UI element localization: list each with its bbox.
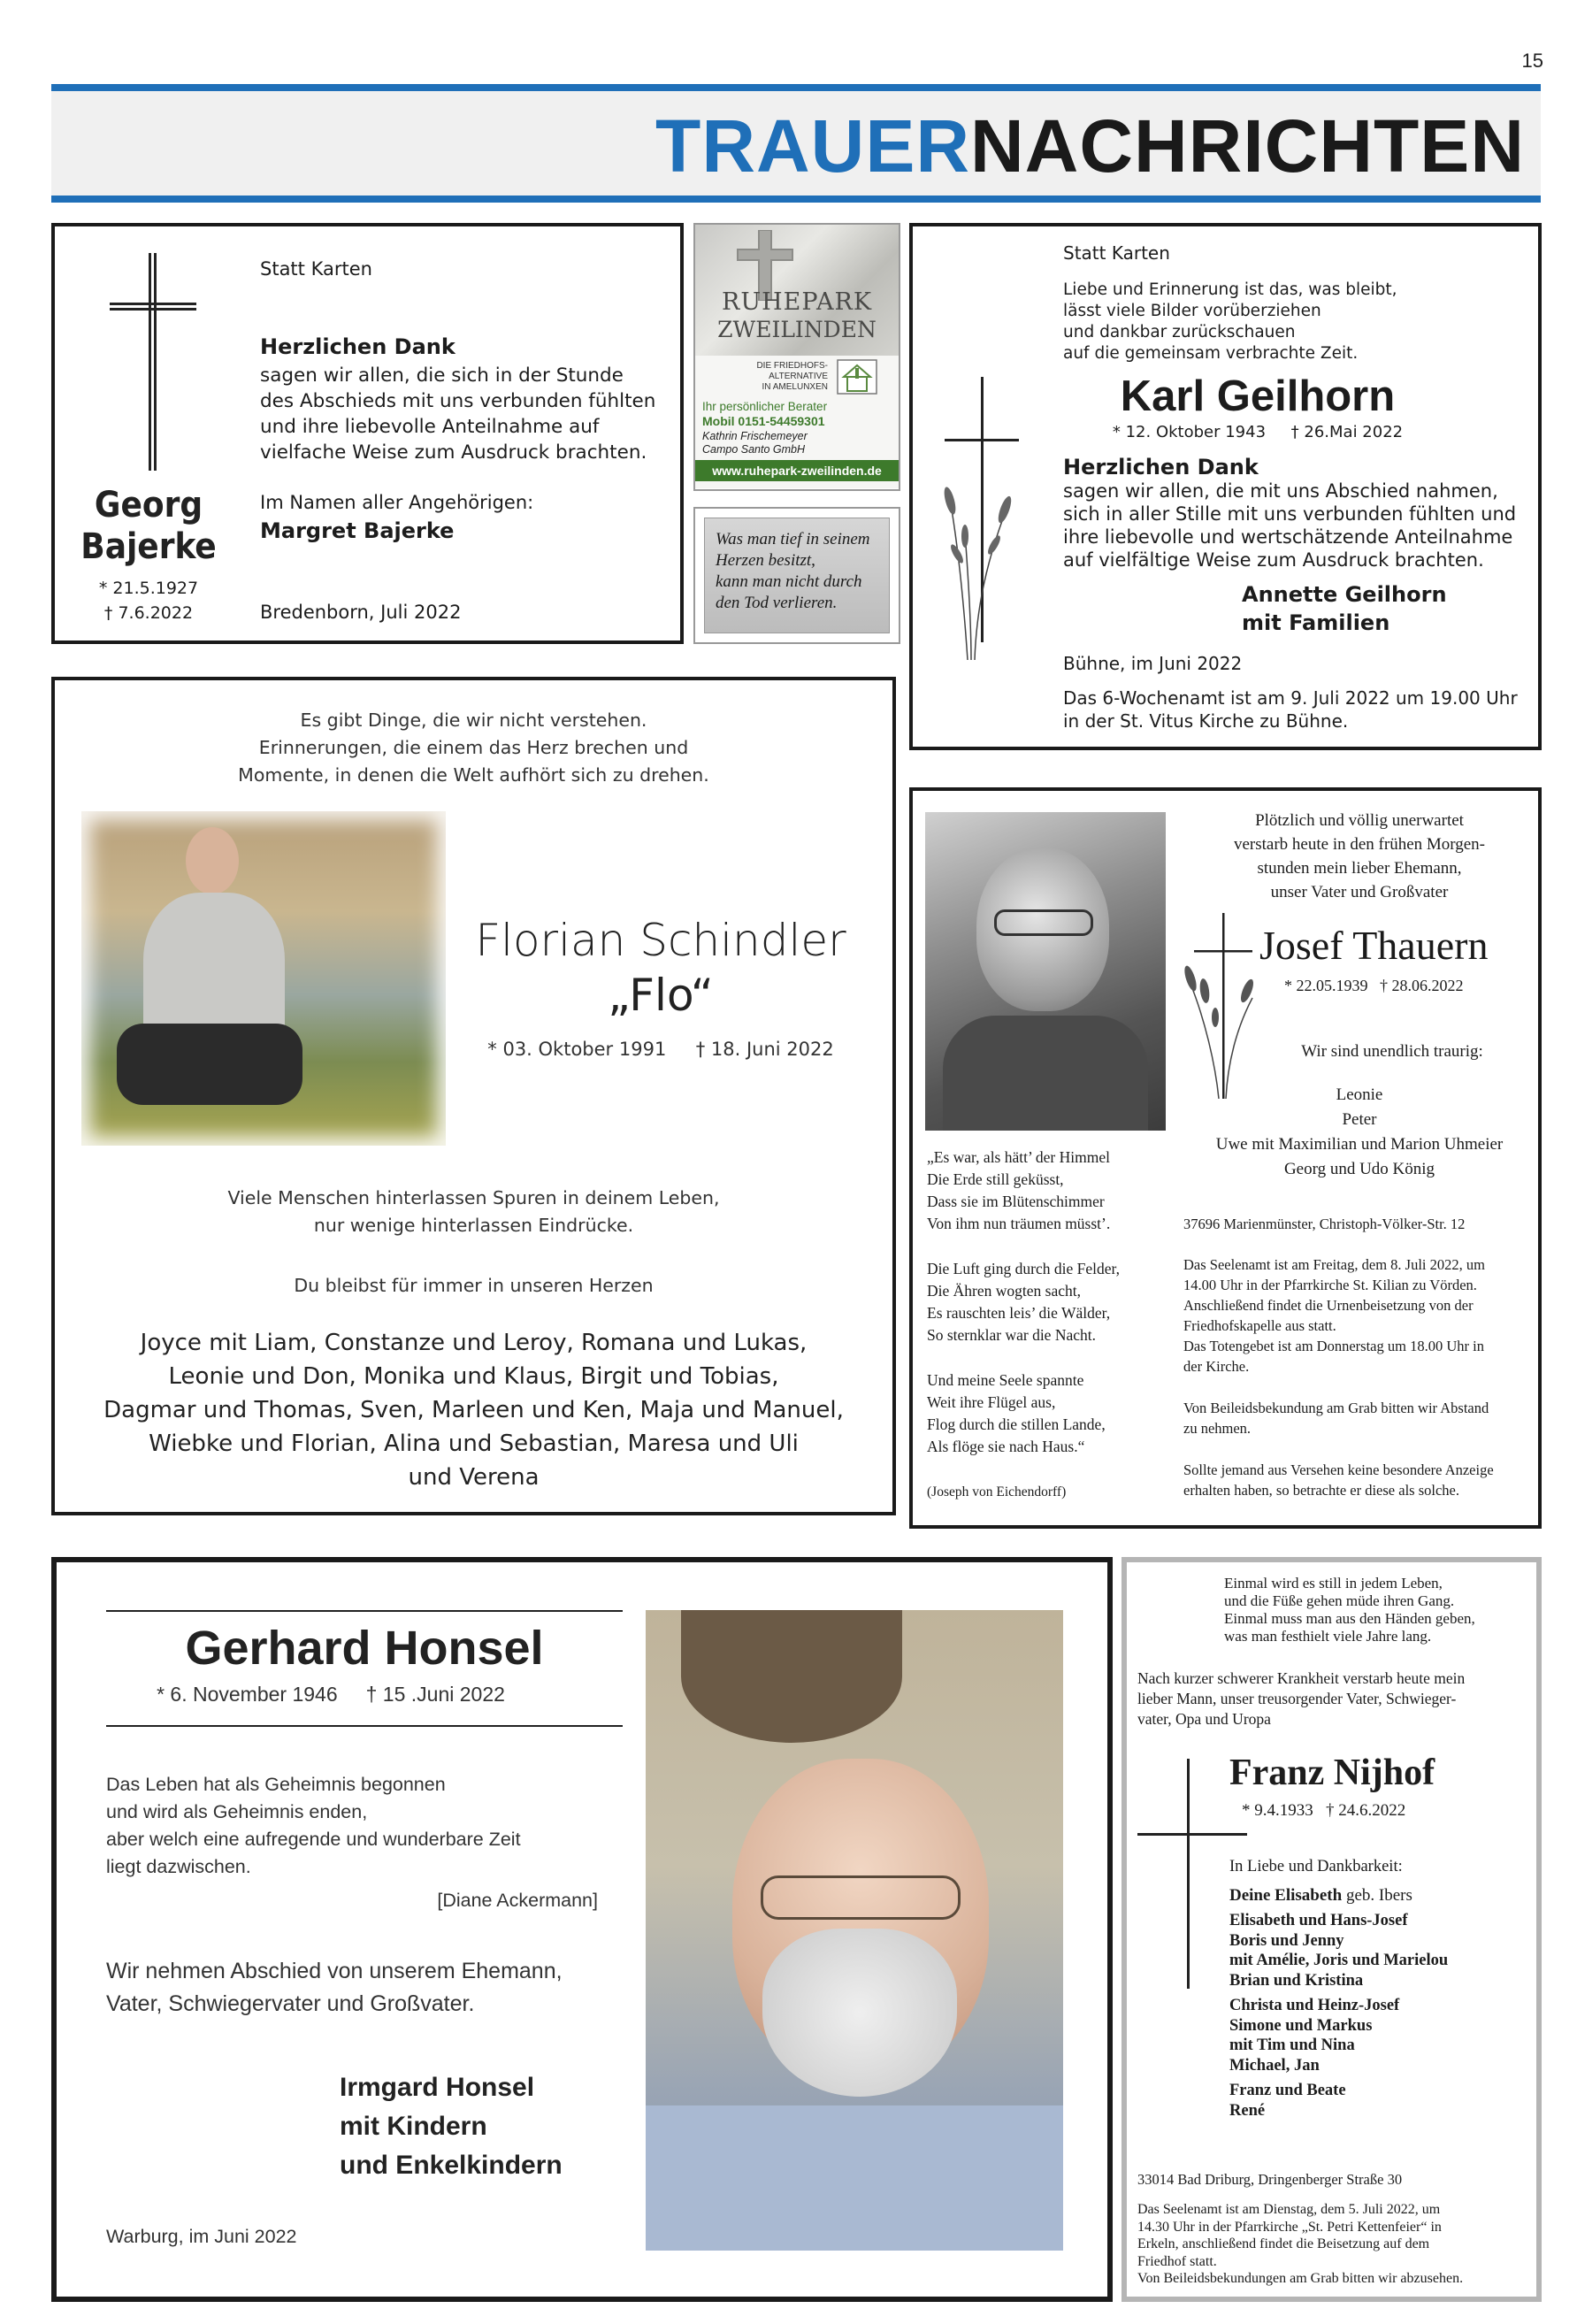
mourners-list: Joyce mit Liam, Constanze und Leroy, Romana und Lukas, Leonie und Don, Monika und Klaus, Birgit und Tobias, Dagmar und Thomas, Sven, Marleen und Ken, Maja und Manuel, Wiebke und Florian, Alina und Sebastian, Maresa und Uli und Verena xyxy=(103,1330,844,1491)
company-name: Campo Santo GmbH xyxy=(702,443,806,456)
portrait-glasses xyxy=(761,1875,961,1920)
birth-date: * 9.4.1933 xyxy=(1242,1801,1313,1820)
seelenamt: Das Seelenamt ist am Dienstag, dem 5. Juli 2022, um 14.30 Uhr in der Pfarrkirche „St. Petri Kettenfeier“ in Erkeln, anschließend findet die Beisetzung auf dem Friedhof statt. Von Beileidsbekundungen am Grab bitten wir abzusehen. xyxy=(1137,2202,1464,2286)
poem-stanza-1: „Es war, als hätt’ der Himmel Die Erde still geküsst, Dass sie im Blütenschimmer Von ihm nun träumen müsst’. xyxy=(927,1148,1111,1232)
in-our-hearts: Du bleibst für immer in unseren Herzen xyxy=(294,1275,654,1296)
dank-title: Herzlichen Dank xyxy=(1063,455,1259,479)
quote-panel xyxy=(704,518,890,633)
death-date: † 26.Mai 2022 xyxy=(1290,423,1404,441)
statt-karten: Statt Karten xyxy=(260,258,372,280)
family-list: Leonie Peter Uwe mit Maximilian und Marion Uhmeier Georg und Udo König xyxy=(1215,1085,1504,1178)
life-dates xyxy=(1063,423,1452,441)
deceased-name xyxy=(62,485,235,568)
notice-thauern xyxy=(909,787,1542,1529)
chapel-logo-icon xyxy=(837,359,877,395)
notice-geilhorn xyxy=(909,223,1542,750)
birth-date: * 22.05.1939 xyxy=(1284,977,1368,994)
life-dates xyxy=(106,1683,555,1707)
poet: (Joseph von Eichendorff) xyxy=(927,1484,1067,1499)
quote-author: [Diane Ackermann] xyxy=(437,1890,598,1911)
dank-text: sagen wir allen, die mit uns Abschied nahmen, sich in aller Stille mit uns verbunden fühlten und ihre liebevolle und wertschätzende Anteilnahme auf vielfältige Weise zum Ausdruck brachten. xyxy=(1063,480,1517,571)
address: 37696 Marienmünster, Christoph-Völker-Str. 12 xyxy=(1183,1216,1466,1232)
condolence-note: Von Beileidsbekundung am Grab bitten wir Abstand zu nehmen. xyxy=(1183,1400,1489,1437)
deceased-name: Florian Schindler xyxy=(475,915,846,966)
birth-date: * 21.5.1927 xyxy=(98,579,199,598)
berater-name: Kathrin Frischemeyer xyxy=(702,430,808,442)
berater-phone: Mobil 0151-54459301 xyxy=(702,414,825,428)
spuren-text: Viele Menschen hinterlassen Spuren in deinem Leben, nur wenige hinterlassen Eindrücke. xyxy=(227,1187,720,1236)
ruhepark-info xyxy=(695,356,899,488)
portrait-glasses xyxy=(994,909,1093,936)
page-title-part1: TRAUER xyxy=(655,104,971,188)
portrait-figure-head xyxy=(186,827,239,894)
birth-date: * 12. Oktober 1943 xyxy=(1112,423,1267,441)
quote-text: Das Leben hat als Geheimnis begonnen und wird als Geheimnis enden, aber welch eine aufregende und wunderbare Zeit liegt dazwischen. xyxy=(106,1774,521,1877)
deceased-name: Josef Thauern xyxy=(1259,923,1489,968)
family-group-3: Franz und Beate René xyxy=(1229,2082,1346,2120)
statt-karten: Statt Karten xyxy=(1063,242,1170,264)
page-number: 15 xyxy=(1521,50,1543,72)
mourning-line: Wir sind unendlich traurig: xyxy=(1301,1042,1483,1061)
notice-honsel xyxy=(51,1557,1113,2302)
portrait-photo xyxy=(646,1610,1063,2251)
alternative-label: DIE FRIEDHOFS- ALTERNATIVE IN AMELUNXEN xyxy=(756,361,828,392)
life-dates xyxy=(1242,1801,1405,1821)
family-group-1: Elisabeth und Hans-Josef Boris und Jenny mit Amélie, Joris und Marielou Brian und Kristina xyxy=(1229,1912,1449,1990)
place-date: Bredenborn, Juli 2022 xyxy=(260,602,462,623)
portrait-photo xyxy=(925,812,1166,1131)
deceased-nickname: „Flo“ xyxy=(608,970,714,1021)
dank-text: sagen wir allen, die sich in der Stunde des Abschieds mit uns verbunden fühlten und ihre liebevolle Anteilnahme auf vielfache Weise zum Ausdruck brachten. xyxy=(260,364,656,464)
portrait-shirt xyxy=(646,2105,1063,2251)
intro-poem: Einmal wird es still in jedem Leben, und die Füße gehen müde ihren Gang. Einmal muss man aus den Händen geben, was man festhielt viele Jahre lang. xyxy=(1224,1575,1475,1645)
death-date: † 18. Juni 2022 xyxy=(695,1039,834,1060)
poem-stanza-2: Die Luft ging durch die Felder, Die Ähren wogten sacht, Es rauschten leis’ die Wälder, So sternklar war die Nacht. xyxy=(927,1260,1120,1344)
deceased-first-name: Georg xyxy=(94,485,203,525)
seelenamt: Das Seelenamt ist am Freitag, dem 8. Juli 2022, um 14.00 Uhr in der Pfarrkirche St. Kilian zu Vörden. Anschließend findet die Urnenbeisetzung von der Friedhofskapelle aus statt. Das Totengebet ist am Donnerstag um 18.00 Uhr in der Kirche. xyxy=(1183,1256,1485,1375)
bottom-rule xyxy=(106,1725,623,1727)
deceased-name: Karl Geilhorn xyxy=(1120,372,1396,420)
farewell-text: Wir nehmen Abschied von unserem Ehemann, Vater, Schwiegervater und Großvater. xyxy=(106,1959,563,2016)
portrait-figure-legs xyxy=(117,1024,302,1105)
ad-quote xyxy=(693,507,900,644)
ruhepark-title: RUHEPARK xyxy=(721,288,873,316)
place-date: Bühne, im Juni 2022 xyxy=(1063,653,1243,674)
family-line-1: Annette Geilhorn xyxy=(1242,582,1447,607)
family-list: Irmgard Honsel mit Kindern und Enkelkindern xyxy=(340,2073,563,2180)
memorial-mass: Das 6-Wochenamt ist am 9. Juli 2022 um 19.00 Uhr in der St. Vitus Kirche zu Bühne. xyxy=(1063,687,1518,732)
birth-date: * 6. November 1946 xyxy=(157,1683,338,1706)
header-band xyxy=(51,84,1541,203)
deceased-last-name: Bajerke xyxy=(80,526,217,567)
intro-poem: Liebe und Erinnerung ist das, was bleibt, lässt viele Bilder vorüberziehen und dankbar zurückschauen auf die gemeinsam verbrachte Zeit. xyxy=(1063,280,1397,363)
portrait-photo xyxy=(81,811,446,1146)
cross-with-wheat-icon xyxy=(932,377,1047,660)
portrait-body xyxy=(943,1016,1148,1131)
death-date: † 24.6.2022 xyxy=(1326,1801,1406,1820)
notice-nijhof xyxy=(1122,1557,1542,2302)
ad-ruhepark xyxy=(693,223,900,491)
death-date: † 15 .Juni 2022 xyxy=(365,1683,505,1706)
notice-bajerke xyxy=(51,223,684,644)
death-date: † 28.06.2022 xyxy=(1380,977,1464,994)
page-title xyxy=(655,104,1525,188)
dank-title: Herzlichen Dank xyxy=(260,334,455,359)
intro-text: Nach kurzer schwerer Krankheit verstarb heute mein lieber Mann, unser treusorgender Vater, Schwieger- vater, Opa und Uropa xyxy=(1137,1669,1466,1728)
life-dates xyxy=(1284,977,1464,995)
address: 33014 Bad Driburg, Dringenberger Straße 30 xyxy=(1137,2171,1403,2188)
page-title-part2: NACHRICHTEN xyxy=(970,104,1525,188)
birth-date: * 03. Oktober 1991 xyxy=(487,1039,667,1060)
life-dates xyxy=(435,1039,886,1060)
wife xyxy=(1229,1886,1412,1906)
intro-text: Plötzlich und völlig unerwartet verstarb heute in den frühen Morgen- stunden mein lieber Ehemann, unser Vater und Großvater xyxy=(1233,811,1486,901)
website-link[interactable]: www.ruhepark-zweilinden.de xyxy=(695,460,899,481)
poem-stanza-3: Und meine Seele spannte Weit ihre Flügel aus, Flog durch die stillen Lande, Als flöge sie nach Haus.“ xyxy=(927,1371,1106,1455)
portrait-beard xyxy=(762,1929,957,2097)
quote-text: Was man tief in seinem Herzen besitzt, kann man nicht durch den Tod verlieren. xyxy=(716,530,870,612)
wife-name: Deine Elisabeth xyxy=(1229,1886,1343,1905)
wife-maiden-name: geb. Ibers xyxy=(1342,1886,1412,1905)
family-group-2: Christa und Heinz-Josef Simone und Markus mit Tim und Nina Michael, Jan xyxy=(1229,1997,1400,2075)
on-behalf-label: Im Namen aller Angehörigen: xyxy=(260,492,534,513)
top-rule xyxy=(106,1610,623,1612)
deceased-name: Franz Nijhof xyxy=(1229,1753,1435,1793)
family-line-2: mit Familien xyxy=(1242,610,1390,635)
death-date: † 7.6.2022 xyxy=(103,603,194,623)
intro-text: Es gibt Dinge, die wir nicht verstehen. Erinnerungen, die einem das Herz brechen und Momente, in denen die Welt aufhört sich zu drehen. xyxy=(238,709,709,786)
berater-label: Ihr persönlicher Berater xyxy=(702,400,828,413)
cross-icon xyxy=(110,253,196,471)
portrait-balloon xyxy=(681,1610,902,1743)
ruhepark-subtitle: ZWEILINDEN xyxy=(717,317,877,342)
dedication: In Liebe und Dankbarkeit: xyxy=(1229,1858,1403,1875)
notice-schindler xyxy=(51,677,896,1515)
signatory: Margret Bajerke xyxy=(260,518,455,543)
place-date: Warburg, im Juni 2022 xyxy=(106,2226,297,2247)
notice-note: Sollte jemand aus Versehen keine besondere Anzeige erhalten haben, so betrachte er diese als solche. xyxy=(1183,1461,1494,1499)
deceased-name: Gerhard Honsel xyxy=(185,1622,544,1675)
